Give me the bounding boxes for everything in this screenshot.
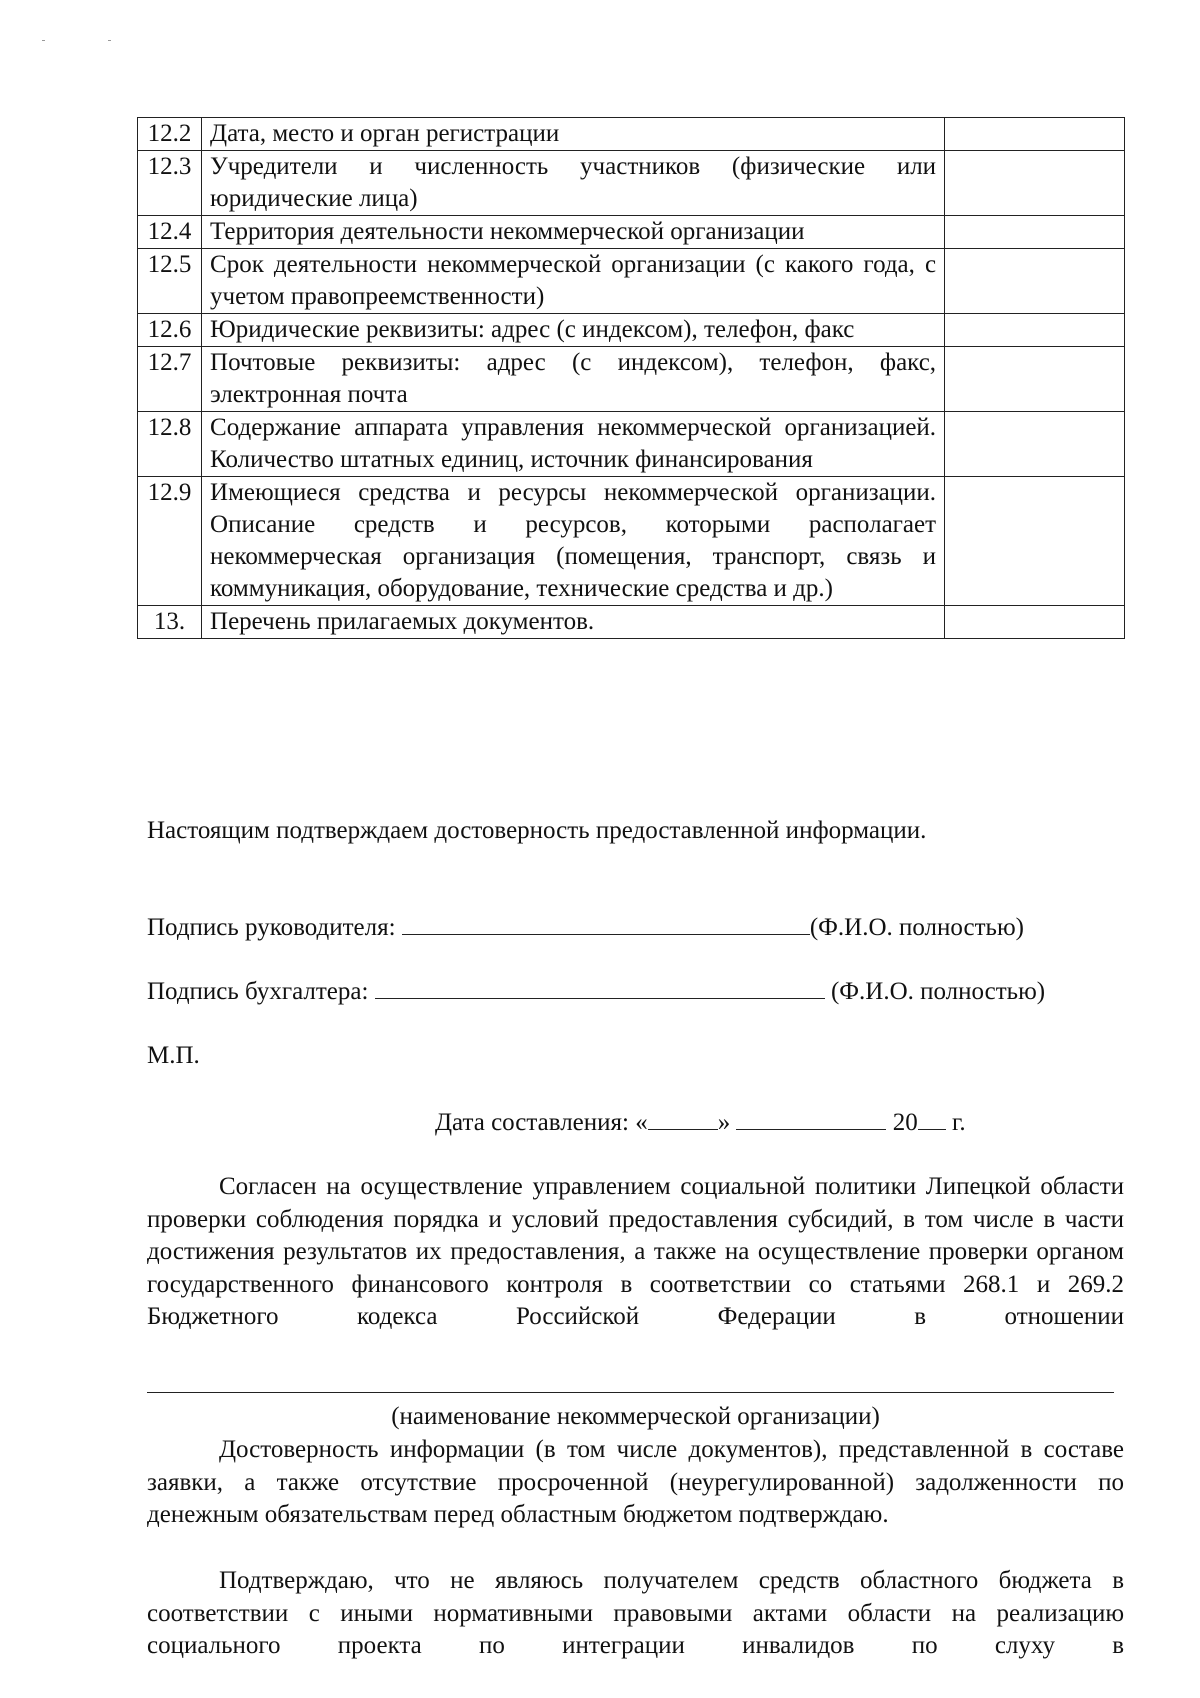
organization-name-caption: (наименование некоммерческой организации) (391, 1403, 880, 1430)
row-text: Территория деятельности некоммерческой организации (202, 216, 945, 249)
consent-paragraph: Согласен на осуществление управлением социальной политики Липецкой области проверки соблюдения порядка и условий предоставления субсидий, в том числе в части достижения результатов их предоставления, а также на осуществление проверки органом государственного финансового контроля в соответствии со статьями 268.1 и 269.2 Бюджетного кодекса Российской Федерации в отношении (147, 1173, 1124, 1330)
row-number: 12.6 (138, 314, 202, 347)
table-row (138, 216, 1125, 249)
row-number: 12.3 (138, 151, 202, 216)
reliability-paragraph: Достоверность информации (в том числе документов), представленной в составе заявки, а также отсутствие просроченной (неурегулированной) задолженности по денежным обязательствам перед областным бюджетом подтверждаю. (147, 1436, 1124, 1528)
date-year-field[interactable] (918, 1107, 946, 1130)
row-value-cell[interactable] (945, 118, 1125, 151)
date-day-field[interactable] (648, 1107, 718, 1130)
row-value-cell[interactable] (945, 314, 1125, 347)
head-signature-label: Подпись руководителя: (147, 914, 396, 941)
accountant-signature-line (147, 976, 1045, 1008)
row-text: Почтовые реквизиты: адрес (с индексом), телефон, факс, электронная почта (202, 347, 945, 412)
row-value-cell[interactable] (945, 216, 1125, 249)
head-signature-suffix: (Ф.И.О. полностью) (809, 914, 1024, 941)
table-row (138, 249, 1125, 314)
table-row (138, 412, 1125, 477)
confirmation-statement: Настоящим подтверждаем достоверность предоставленной информации. (147, 817, 927, 844)
row-text: Перечень прилагаемых документов. (202, 606, 945, 639)
not-recipient-paragraph: Подтверждаю, что не являюсь получателем средств областного бюджета в соответствии с иными нормативными правовыми актами области на реализацию социального проекта по интеграции инвалидов по слуху в (147, 1567, 1124, 1659)
row-value-cell[interactable] (945, 412, 1125, 477)
row-value-cell[interactable] (945, 606, 1125, 639)
row-number: 13. (138, 606, 202, 639)
head-signature-line (147, 912, 1024, 944)
date-quote-close: » (717, 1109, 731, 1136)
row-number: 12.5 (138, 249, 202, 314)
scan-speck (108, 40, 111, 41)
date-line (435, 1107, 966, 1139)
date-month-field[interactable] (736, 1107, 886, 1130)
row-text: Имеющиеся средства и ресурсы некоммерческой организации. Описание средств и ресурсов, которыми располагает некоммерческая организация (помещения, транспорт, связь и коммуникация, оборудование, технические средства и др.) (202, 477, 945, 606)
table-row (138, 314, 1125, 347)
row-text: Содержание аппарата управления некоммерческой организацией. Количество штатных единиц, источник финансирования (202, 412, 945, 477)
application-form-table (137, 117, 1125, 639)
date-label: Дата составления: « (435, 1109, 648, 1136)
row-text: Дата, место и орган регистрации (202, 118, 945, 151)
table-row (138, 477, 1125, 606)
row-value-cell[interactable] (945, 151, 1125, 216)
row-value-cell[interactable] (945, 347, 1125, 412)
table-row (138, 118, 1125, 151)
accountant-signature-field[interactable] (375, 976, 825, 999)
date-year-suffix: г. (951, 1109, 966, 1136)
row-text: Срок деятельности некоммерческой организации (с какого года, с учетом правопреемственности) (202, 249, 945, 314)
row-number: 12.4 (138, 216, 202, 249)
table-row (138, 151, 1125, 216)
row-value-cell[interactable] (945, 249, 1125, 314)
row-number: 12.8 (138, 412, 202, 477)
table-row (138, 347, 1125, 412)
row-value-cell[interactable] (945, 477, 1125, 606)
stamp-place: М.П. (147, 1042, 200, 1069)
organization-name-field[interactable] (147, 1392, 1114, 1393)
scan-speck (42, 40, 45, 41)
table-row (138, 606, 1125, 639)
row-text: Учредители и численность участников (физические или юридические лица) (202, 151, 945, 216)
date-year-prefix: 20 (892, 1109, 918, 1136)
head-signature-field[interactable] (402, 912, 810, 935)
row-number: 12.9 (138, 477, 202, 606)
row-number: 12.2 (138, 118, 202, 151)
row-number: 12.7 (138, 347, 202, 412)
accountant-signature-label: Подпись бухгалтера: (147, 978, 369, 1005)
accountant-signature-suffix: (Ф.И.О. полностью) (830, 978, 1046, 1005)
row-text: Юридические реквизиты: адрес (с индексом), телефон, факс (202, 314, 945, 347)
